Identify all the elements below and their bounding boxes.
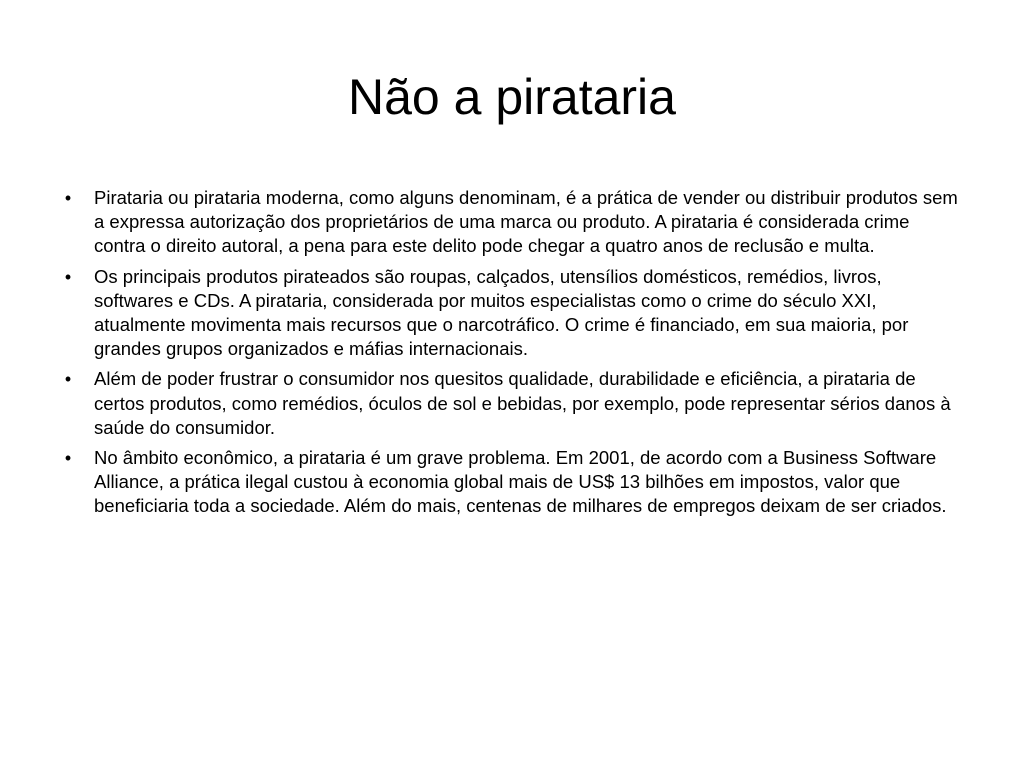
bullet-marker: • — [64, 188, 72, 208]
bullet-marker: • — [64, 266, 72, 287]
slide-title: Não a pirataria — [348, 69, 676, 125]
bullet-item — [58, 186, 964, 259]
bullet-marker: • — [64, 369, 72, 390]
bullet-text: Os principais produtos pirateados são roupas, calçados, utensílios domésticos, remédios, livros, softwares e CDs. A pirataria, considerada por muitos especialistas como o crime do século XXI, atualmente movimenta mais recursos que o narcotráfico. O crime é financiado, em sua maioria, por grandes grupos organizados e máfias internacionais. — [94, 265, 909, 360]
bullet-item — [58, 367, 964, 440]
bullet-item — [58, 265, 964, 362]
bullet-text: No âmbito econômico, a pirataria é um grave problema. Em 2001, de acordo com a Business Software Alliance, a prática ilegal custou à economia global mais de US$ 13 bilhões em impostos, valor que beneficiaria toda a sociedade. Além do mais, centenas de milhares de empregos deixam de ser criados. — [94, 447, 947, 517]
bullet-list — [58, 186, 964, 525]
bullet-text: Pirataria ou pirataria moderna, como alguns denominam, é a prática de vender ou distribuir produtos sem a expressa autorização dos proprietários de uma marca ou produto. A pirataria é considerada crime contra o direito autoral, a pena para este delito pode chegar a quatro anos de reclusão e multa. — [94, 187, 958, 257]
bullet-item — [58, 446, 964, 519]
bullet-marker: • — [64, 448, 72, 469]
bullet-text: Além de poder frustrar o consumidor nos quesitos qualidade, durabilidade e eficiência, a pirataria de certos produtos, como remédios, óculos de sol e bebidas, por exemplo, pode representar sérios danos à saúde do consumidor. — [94, 368, 951, 438]
